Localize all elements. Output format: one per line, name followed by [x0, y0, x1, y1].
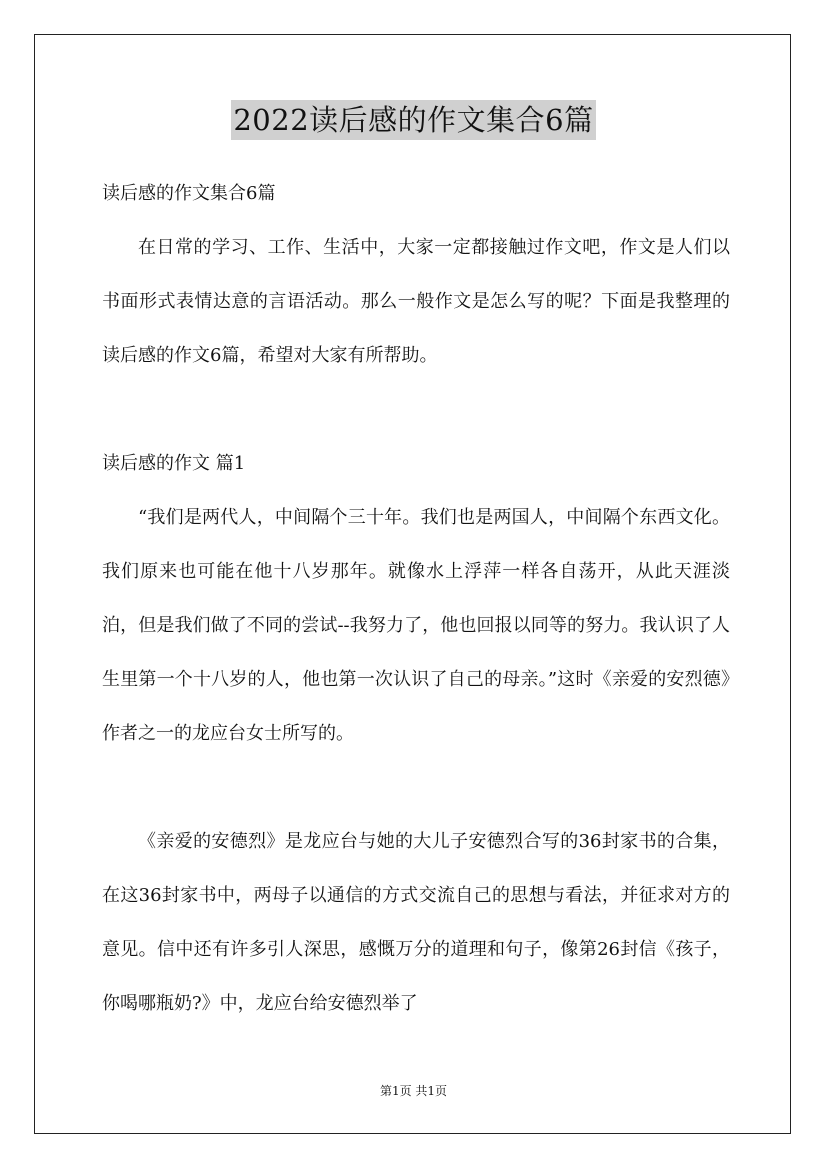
document-subtitle: 读后感的作文集合6篇: [102, 183, 276, 204]
intro-paragraph: 在日常的学习、工作、生活中，大家一定都接触过作文吧，作文是人们以书面形式表情达意的言语活动。那么一般作文是怎么写的呢？下面是我整理的读后感的作文6篇，希望对大家有所帮助。: [102, 237, 730, 366]
title-container: [0, 100, 827, 140]
page-footer: 第1页 共1页: [379, 1084, 448, 1098]
body-paragraph-1: “我们是两代人，中间隔个三十年。我们也是两国人，中间隔个东西文化。我们原来也可能在他十八岁那年。就像水上浮萍一样各自荡开，从此天涯淡泊，但是我们做了不同的尝试--我努力了，他也回报以同等的努力。我认识了人生里第一个十八岁的人，他也第一次认识了自己的母亲。”这时《亲爱的安烈德》作者之一的龙应台女士所写的。: [102, 507, 730, 744]
body-paragraph-2: 《亲爱的安德烈》是龙应台与她的大儿子安德烈合写的36封家书的合集，在这36封家书中，两母子以通信的方式交流自己的思想与看法，并征求对方的意见。信中还有许多引人深思，感慨万分的道理和句子，像第26封信《孩子，你喝哪瓶奶?》中，龙应台给安德烈举了: [102, 831, 730, 1014]
section-heading: 读后感的作文 篇1: [102, 453, 246, 474]
document-title: 2022读后感的作文集合6篇: [231, 100, 595, 140]
